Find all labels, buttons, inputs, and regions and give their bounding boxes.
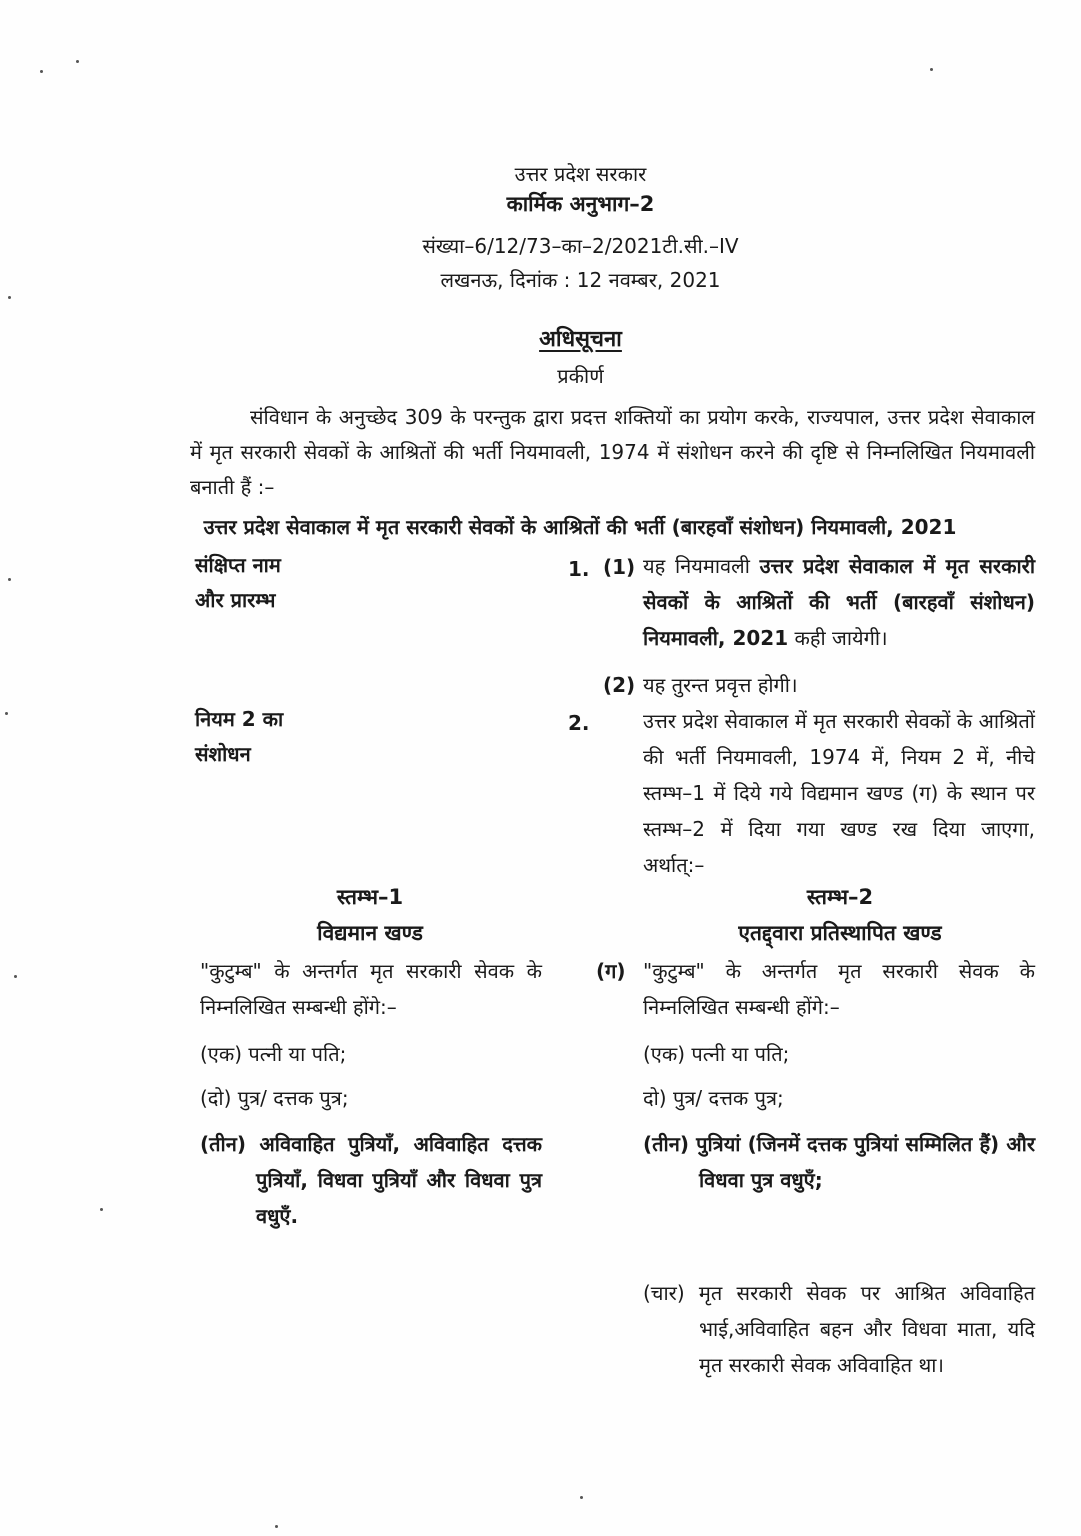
- column2-item-3: (तीन) पुत्रियां (जिनमें दत्तक पुत्रियां सम्मिलित हैं) और विधवा पुत्र वधुएँ;: [643, 1132, 1035, 1192]
- column2-intro: "कुटुम्ब" के अन्तर्गत मृत सरकारी सेवक के निम्नलिखित सम्बन्धी होंगे:–: [643, 959, 1035, 1019]
- scan-speck: [8, 578, 11, 581]
- section-name: कार्मिक अनुभाग–2: [506, 192, 655, 216]
- column2-clause-label: (ग): [596, 959, 626, 983]
- rule1-sub1-tail: कही जायेगी।: [788, 626, 888, 650]
- column1-item-2: (दो) पुत्र/ दत्तक पुत्र;: [200, 1086, 349, 1110]
- column2-heading: स्तम्भ–2: [806, 885, 874, 909]
- scan-speck: [76, 60, 79, 63]
- rule1-sub2-number: (2): [603, 673, 636, 697]
- scan-speck: [930, 68, 933, 71]
- rule1-sub1-text: [643, 548, 1035, 656]
- rule2-number: 2.: [568, 711, 590, 735]
- column2-item-2: दो) पुत्र/ दत्तक पुत्र;: [643, 1086, 784, 1110]
- rules-title: उत्तर प्रदेश सेवाकाल में मृत सरकारी सेवकों के आश्रितों की भर्ती (बारहवाँ संशोधन) नियमावली, 2021: [203, 515, 957, 539]
- scan-speck: [580, 1496, 583, 1499]
- notification-subtitle: प्रकीर्ण: [557, 364, 604, 388]
- notification-title: अधिसूचना: [539, 327, 622, 352]
- rule1-sub1-number: (1): [603, 555, 636, 579]
- column1-item-3: (तीन) अविवाहित पुत्रियाँ, अविवाहित दत्तक पुत्रियाँ, विधवा पुत्रियाँ और विधवा पुत्र वधुएँ.: [200, 1132, 542, 1228]
- scan-speck: [14, 975, 17, 978]
- column1-subheading: विद्यमान खण्ड: [317, 921, 423, 945]
- scan-speck: [8, 296, 11, 299]
- column1-item-1: (एक) पत्नी या पति;: [200, 1042, 347, 1066]
- rule2-text: उत्तर प्रदेश सेवाकाल में मृत सरकारी सेवकों के आश्रितों की भर्ती नियमावली, 1974 में, नियम 2 में, नीचे स्तम्भ–1 में दिये गये विद्यमान खण्ड (ग) के स्थान पर स्तम्भ–2 में दिया गया खण्ड रख दिया जाएगा, अर्थात्:–: [643, 709, 1035, 877]
- rule1-sub2-text: यह तुरन्त प्रवृत्त होगी।: [643, 673, 798, 697]
- rule1-sub1-lead: यह नियमावली: [643, 554, 760, 578]
- govt-name: उत्तर प्रदेश सरकार: [514, 162, 647, 186]
- rule1-number: 1.: [568, 557, 590, 581]
- column2-item-4: (चार) मृत सरकारी सेवक पर आश्रित अविवाहित भाई,अविवाहित बहन और विधवा माता, यदि मृत सरकारी सेवक अविवाहित था।: [643, 1281, 1035, 1377]
- rule1-margin-title-line1: संक्षिप्त नाम: [195, 553, 281, 577]
- rule2-margin-title-line1: नियम 2 का: [195, 707, 284, 731]
- column2-subheading: एतद्द्वारा प्रतिस्थापित खण्ड: [738, 921, 942, 945]
- column1-intro: "कुटुम्ब" के अन्तर्गत मृत सरकारी सेवक के निम्नलिखित सम्बन्धी होंगे:–: [200, 959, 542, 1019]
- rule1-margin-title-line2: और प्रारम्भ: [195, 588, 276, 612]
- scan-speck: [100, 1208, 103, 1211]
- rule2-margin-title-line2: संशोधन: [195, 742, 251, 766]
- column2-item-1: (एक) पत्नी या पति;: [643, 1042, 790, 1066]
- reference-number: संख्या–6/12/73–का–2/2021टी.सी.–IV: [422, 234, 739, 258]
- scan-speck: [40, 70, 43, 73]
- scan-speck: [275, 1525, 278, 1528]
- column1-heading: स्तम्भ–1: [336, 885, 404, 909]
- rule1-sub1-rules-name: उत्तर प्रदेश सेवाकाल में मृत सरकारी सेवकों के आश्रितों की भर्ती (बारहवाँ संशोधन) नियमावली, 2021: [643, 554, 1035, 650]
- place-date: लखनऊ, दिनांक : 12 नवम्बर, 2021: [440, 268, 721, 292]
- preamble-paragraph: संविधान के अनुच्छेद 309 के परन्तुक द्वारा प्रदत्त शक्तियों का प्रयोग करके, राज्यपाल, उत्तर प्रदेश सेवाकाल में मृत सरकारी सेवकों के आश्रितों की भर्ती नियमावली, 1974 में संशोधन करने की दृष्टि से निम्नलिखित नियमावली बनाती हैं :–: [190, 405, 1035, 499]
- scan-speck: [5, 712, 8, 715]
